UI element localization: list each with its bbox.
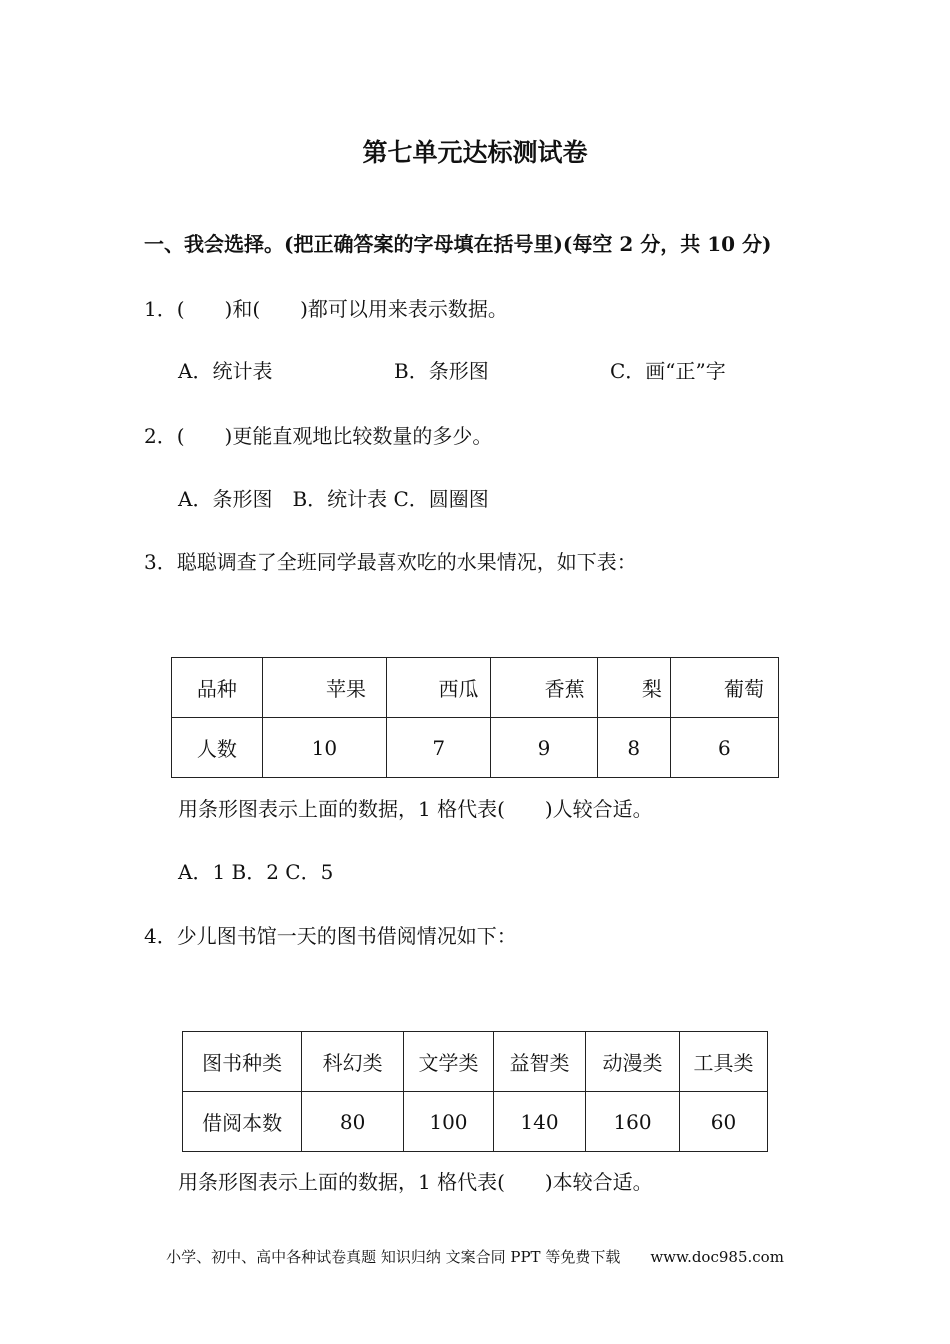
table-cell: 160 <box>586 1092 680 1152</box>
table-cell: 梨 <box>597 658 670 718</box>
table-cell: 西瓜 <box>387 658 491 718</box>
section-heading-1: 一、我会选择。(把正确答案的字母填在括号里)(每空 2 分，共 10 分) <box>144 232 772 256</box>
table-cell: 140 <box>494 1092 586 1152</box>
page-footer: 小学、初中、高中各种试卷真题 知识归纳 文案合同 PPT 等免费下载 www.doc985.com <box>166 1248 784 1266</box>
question-3-stem: 3．聪聪调查了全班同学最喜欢吃的水果情况，如下表： <box>144 550 637 574</box>
table-cell: 60 <box>680 1092 768 1152</box>
question-1-stem: 1．( )和( )都可以用来表示数据。 <box>144 297 508 321</box>
table-cell: 动漫类 <box>586 1032 680 1092</box>
page-title: 第七单元达标测试卷 <box>362 138 588 167</box>
fruit-table-header-row <box>172 658 779 718</box>
library-table-data-row <box>183 1092 768 1152</box>
question-1-option-c: C．画“正”字 <box>610 359 726 383</box>
table-cell: 葡萄 <box>670 658 778 718</box>
table-cell: 9 <box>491 718 597 778</box>
table-cell: 品种 <box>172 658 263 718</box>
fruit-table-data-row <box>172 718 779 778</box>
table-cell: 7 <box>387 718 491 778</box>
table-cell: 10 <box>262 718 386 778</box>
question-4-followup: 用条形图表示上面的数据，1 格代表( )本较合适。 <box>178 1170 653 1194</box>
table-cell: 人数 <box>172 718 263 778</box>
table-cell: 科幻类 <box>302 1032 404 1092</box>
fruit-table <box>171 657 779 778</box>
table-cell: 益智类 <box>494 1032 586 1092</box>
question-2-options: A．条形图 B．统计表 C．圆圈图 <box>178 487 489 511</box>
table-cell: 工具类 <box>680 1032 768 1092</box>
question-3-followup: 用条形图表示上面的数据，1 格代表( )人较合适。 <box>178 797 653 821</box>
question-4-stem: 4．少儿图书馆一天的图书借阅情况如下： <box>144 924 517 948</box>
table-cell: 香蕉 <box>491 658 597 718</box>
table-cell: 100 <box>403 1092 493 1152</box>
table-cell: 6 <box>670 718 778 778</box>
question-3-options: A．1 B．2 C．5 <box>178 860 334 884</box>
library-table <box>182 1031 768 1152</box>
table-cell: 图书种类 <box>183 1032 302 1092</box>
library-table-header-row <box>183 1032 768 1092</box>
table-cell: 文学类 <box>403 1032 493 1092</box>
question-2-stem: 2．( )更能直观地比较数量的多少。 <box>144 424 493 448</box>
table-cell: 80 <box>302 1092 404 1152</box>
table-cell: 借阅本数 <box>183 1092 302 1152</box>
table-cell: 8 <box>597 718 670 778</box>
table-cell: 苹果 <box>262 658 386 718</box>
question-1-option-a: A．统计表 <box>178 359 273 383</box>
question-1-option-b: B．条形图 <box>394 359 489 383</box>
